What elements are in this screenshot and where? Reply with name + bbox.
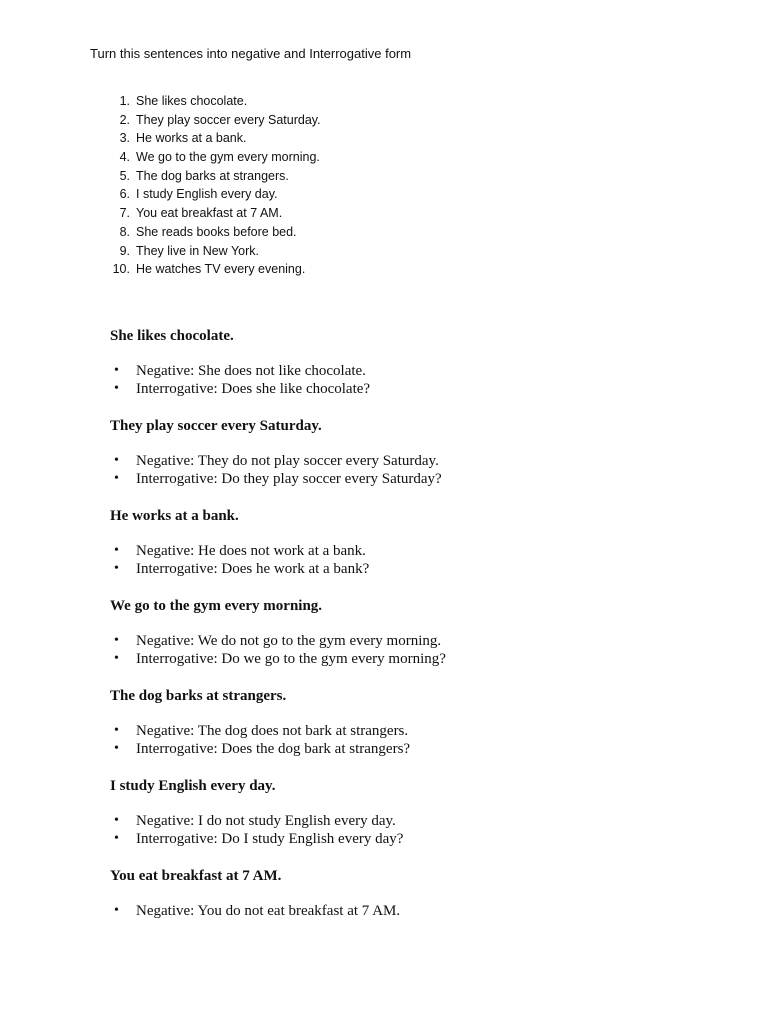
bullet-icon: •: [114, 633, 119, 648]
bullet-icon: •: [114, 813, 119, 828]
answer-list: [110, 632, 710, 668]
answer-item: [110, 560, 710, 578]
list-number: 5.: [119, 168, 130, 183]
answer-text: Interrogative: Does she like chocolate?: [136, 381, 371, 397]
answer-list: [110, 722, 710, 758]
bullet-icon: •: [114, 453, 119, 468]
answer-text: Interrogative: Do they play soccer every Saturday?: [136, 471, 442, 487]
answer-item: [110, 380, 710, 398]
answer-item: [110, 830, 710, 848]
list-item-text: The dog barks at strangers.: [136, 168, 289, 183]
list-item-text: You eat breakfast at 7 AM.: [136, 206, 283, 221]
list-item: [110, 204, 321, 223]
list-item: [110, 242, 321, 261]
list-item-text: They live in New York.: [136, 243, 259, 258]
bullet-icon: •: [114, 471, 119, 486]
list-number: 4.: [119, 150, 130, 165]
answer-block: [110, 506, 710, 596]
list-item: [110, 148, 321, 167]
answer-item: [110, 470, 710, 488]
answer-item: [110, 362, 710, 380]
list-number: 8.: [119, 224, 130, 239]
bullet-icon: •: [114, 903, 119, 918]
answer-item: [110, 812, 710, 830]
bullet-icon: •: [114, 561, 119, 576]
list-item: [110, 111, 321, 130]
list-item: [110, 92, 321, 111]
answer-text: Negative: She does not like chocolate.: [136, 363, 366, 379]
answer-block: [110, 596, 710, 686]
answer-block: [110, 776, 710, 866]
answer-text: Negative: I do not study English every day.: [136, 813, 396, 829]
list-number: 6.: [119, 187, 130, 202]
answer-item: [110, 650, 710, 668]
answer-list: [110, 542, 710, 578]
answer-list: [110, 902, 710, 920]
list-number: 7.: [119, 206, 130, 221]
answers-section: [110, 326, 710, 956]
list-item: [110, 185, 321, 204]
sentence-list: [110, 92, 321, 279]
bullet-icon: •: [114, 543, 119, 558]
list-number: 3.: [119, 131, 130, 146]
list-item-text: We go to the gym every morning.: [136, 150, 320, 165]
list-item: [110, 223, 321, 242]
list-item: [110, 260, 321, 279]
list-item: [110, 129, 321, 148]
answer-text: Negative: The dog does not bark at strangers.: [136, 723, 409, 739]
answer-block: [110, 416, 710, 506]
list-item: [110, 167, 321, 186]
answer-item: [110, 542, 710, 560]
answer-text: Interrogative: Do we go to the gym every morning?: [136, 651, 446, 667]
bullet-icon: •: [114, 651, 119, 666]
list-item-text: She likes chocolate.: [136, 94, 248, 108]
answer-heading: She likes chocolate.: [110, 328, 234, 344]
bullet-icon: •: [114, 741, 119, 756]
bullet-icon: •: [114, 831, 119, 846]
answer-heading: I study English every day.: [110, 778, 276, 794]
answer-text: Negative: We do not go to the gym every morning.: [136, 633, 442, 649]
answer-list: [110, 362, 710, 398]
bullet-icon: •: [114, 381, 119, 396]
list-item-text: He works at a bank.: [136, 131, 247, 146]
instruction-text: Turn this sentences into negative and Interrogative form: [90, 46, 412, 61]
list-item-text: They play soccer every Saturday.: [136, 112, 321, 127]
answer-text: Interrogative: Does the dog bark at strangers?: [136, 741, 411, 757]
list-number: 1.: [119, 94, 130, 108]
list-item-text: I study English every day.: [136, 187, 278, 202]
list-number: 9.: [119, 243, 130, 258]
answer-text: Interrogative: Do I study English every day?: [136, 831, 404, 847]
answer-list: [110, 812, 710, 848]
answer-text: Negative: They do not play soccer every Saturday.: [136, 453, 439, 469]
answer-item: [110, 632, 710, 650]
answer-heading: They play soccer every Saturday.: [110, 418, 322, 434]
answer-block: [110, 866, 710, 956]
bullet-icon: •: [114, 363, 119, 378]
answer-list: [110, 452, 710, 488]
answer-heading: He works at a bank.: [110, 508, 239, 524]
answer-text: Negative: He does not work at a bank.: [136, 543, 366, 559]
list-number: 2.: [119, 112, 130, 127]
answer-item: [110, 452, 710, 470]
answer-text: Negative: You do not eat breakfast at 7 AM.: [136, 903, 401, 919]
list-item-text: He watches TV every evening.: [136, 262, 306, 277]
answer-heading: We go to the gym every morning.: [110, 598, 323, 614]
answer-heading: You eat breakfast at 7 AM.: [110, 868, 282, 884]
answer-text: Interrogative: Does he work at a bank?: [136, 561, 370, 577]
list-item-text: She reads books before bed.: [136, 224, 297, 239]
answer-item: [110, 740, 710, 758]
bullet-icon: •: [114, 723, 119, 738]
answer-block: [110, 686, 710, 776]
answer-heading: The dog barks at strangers.: [110, 688, 287, 704]
answer-block: [110, 326, 710, 416]
answer-item: [110, 722, 710, 740]
list-number: 10.: [112, 262, 130, 277]
answer-item: [110, 902, 710, 920]
